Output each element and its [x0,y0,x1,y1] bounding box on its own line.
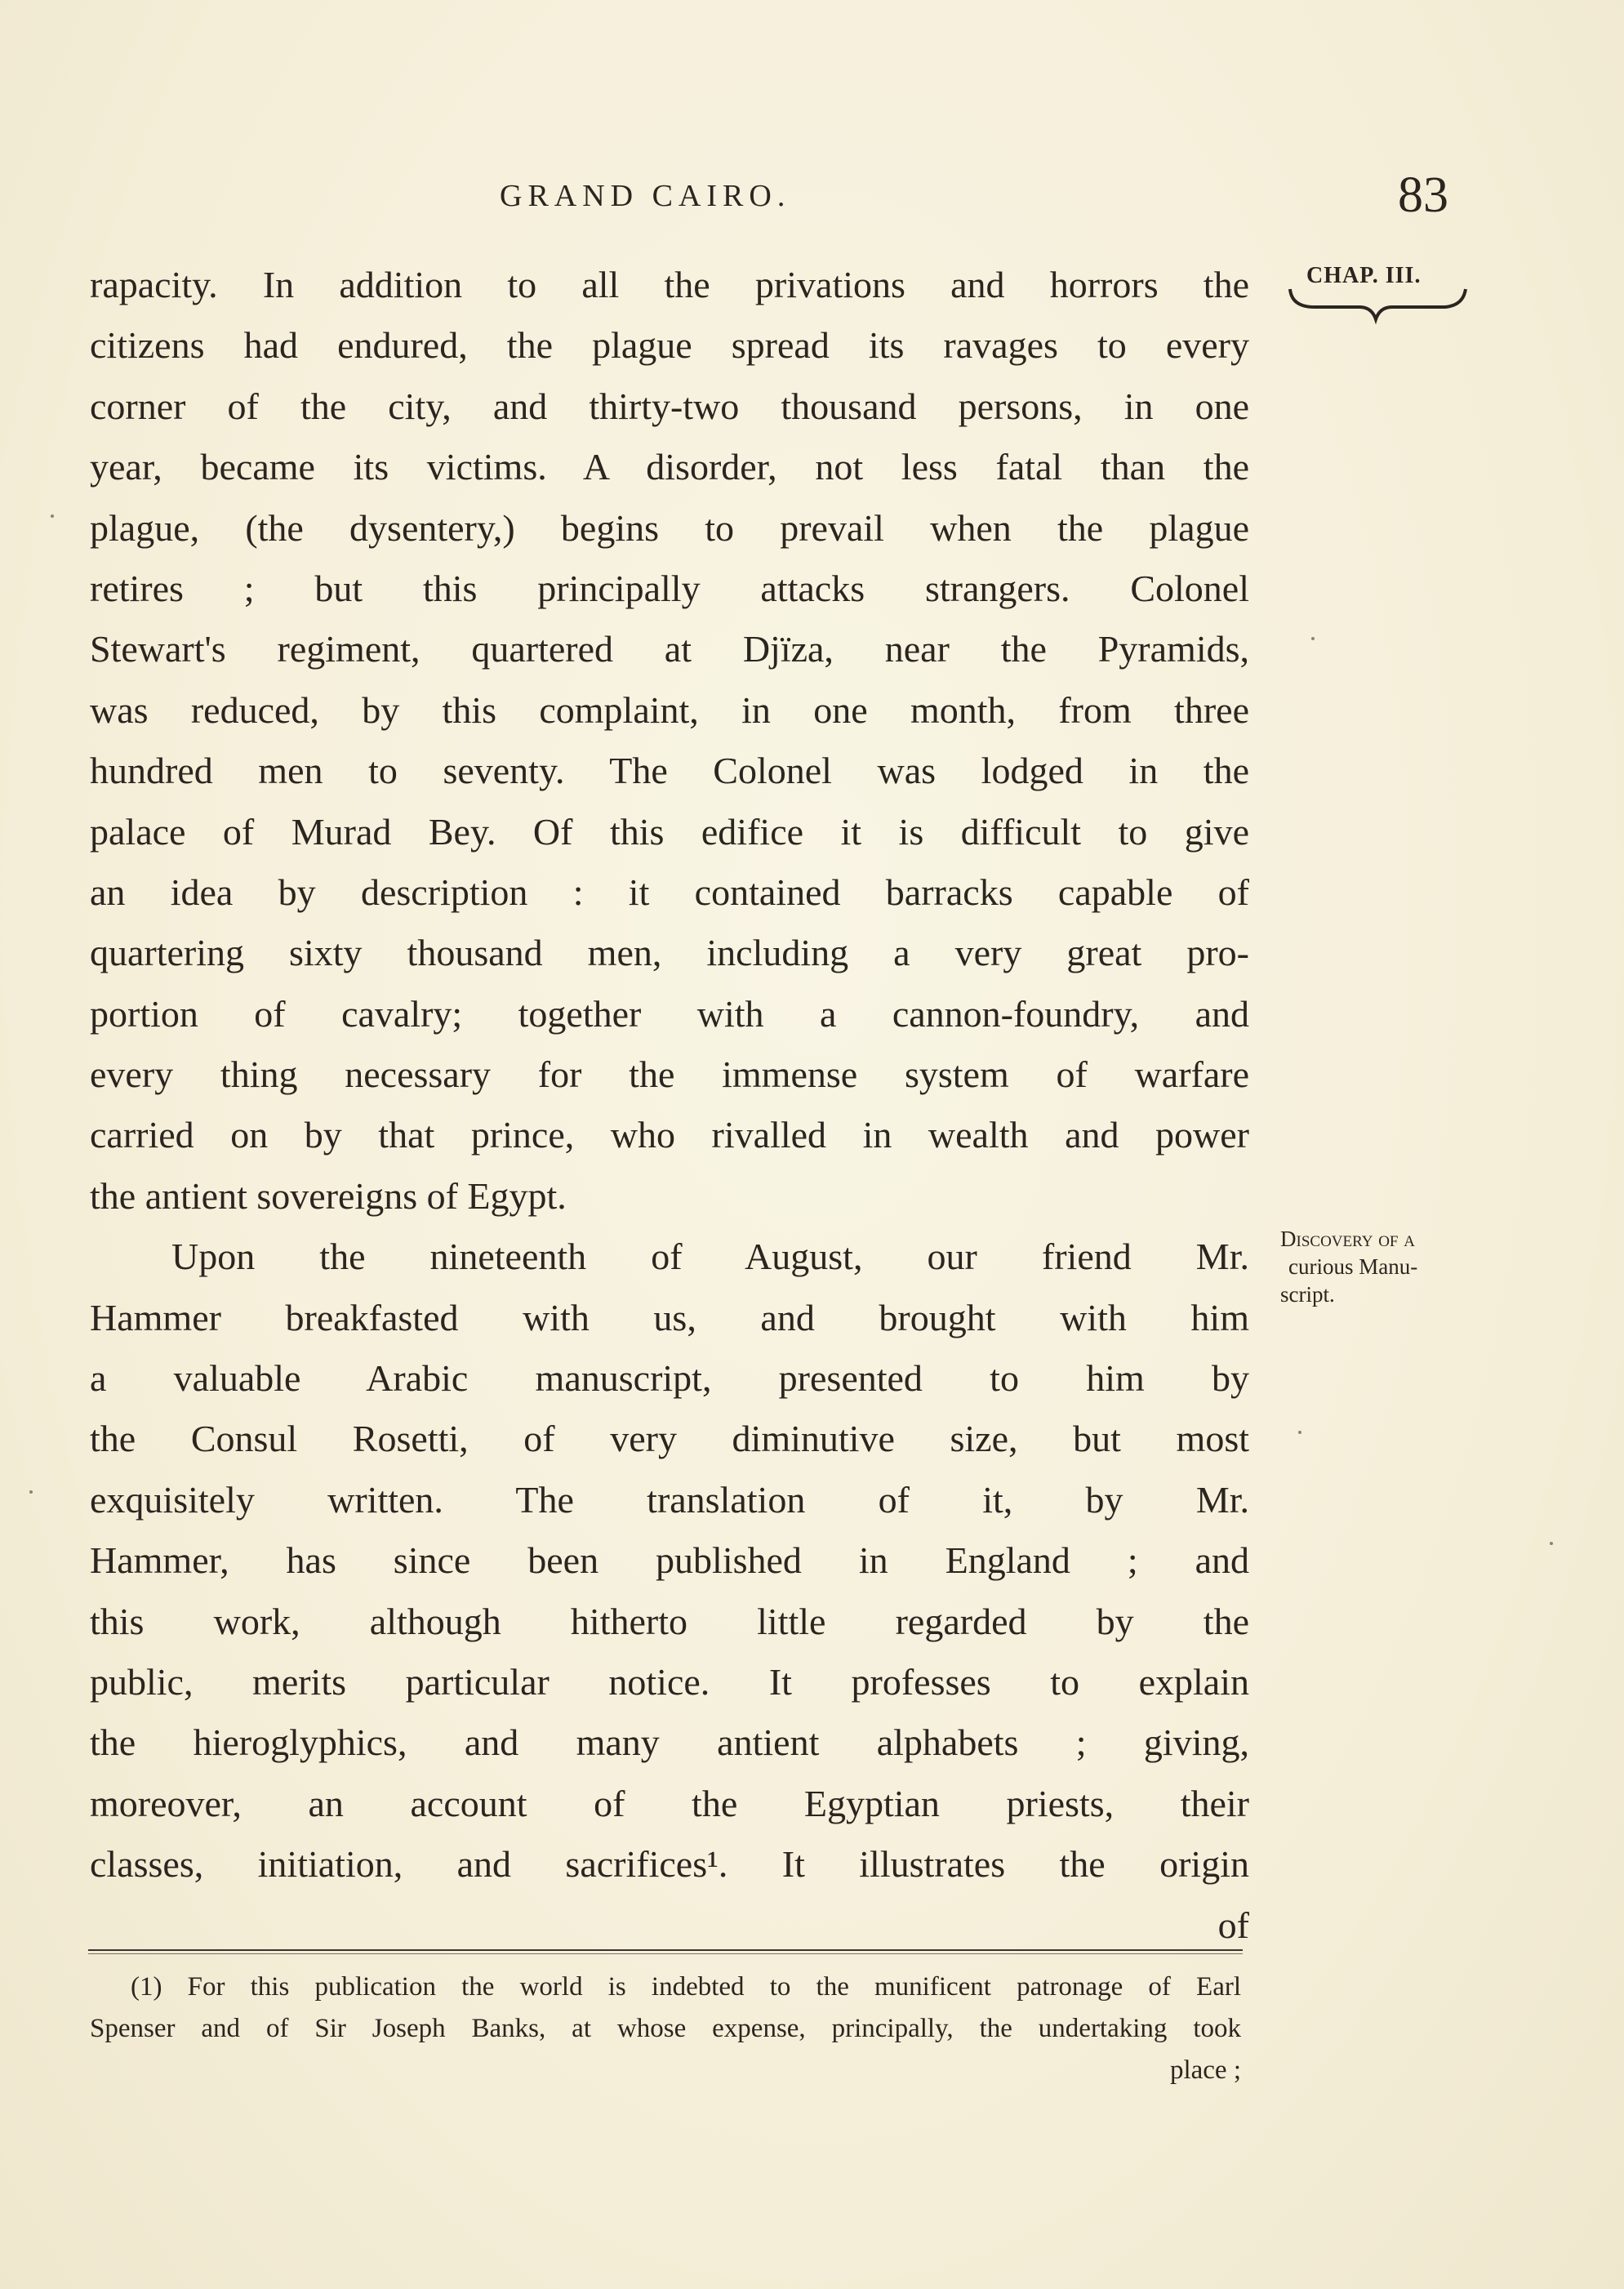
margin-note-line: curious Manu- [1288,1254,1418,1279]
main-text [90,255,1249,1956]
text-line: carried on by that prince, who rivalled in wealth and power [90,1114,1249,1156]
paper-speck [1298,1431,1301,1434]
paper-speck [1311,637,1315,640]
text-line: Hammer breakfasted with us, and brought with him [90,1296,1249,1338]
text-line: rapacity. In addition to all the privations and horrors the [90,264,1249,305]
text-line: quartering sixty thousand men, including a very great pro- [90,932,1249,974]
text-line: the antient sovereigns of Egypt. [90,1174,567,1217]
footnote-line: (1) For this publication the world is indebted to the munificent patronage of Earl [131,1972,1241,2002]
discovery-margin-note [1280,1225,1468,1308]
text-line: retires ; but this principally attacks strangers. Colonel [90,567,1249,609]
paper-speck [1550,1542,1553,1545]
footnote-line: Spenser and of Sir Joseph Banks, at whose expense, principally, the undertaking took [90,2014,1241,2043]
footnote [90,1966,1241,2091]
text-line: plague, (the dysentery,) begins to prevail when the plague [90,506,1249,549]
page-number: 83 [1398,167,1448,223]
text-line: this work, although hitherto little regarded by the [90,1600,1249,1642]
text-line: year, became its victims. A disorder, not less fatal than the [90,446,1249,488]
text-line: a valuable Arabic manuscript, presented to him by [90,1357,1249,1400]
footnote-rule-thin [88,1953,1243,1954]
running-title: GRAND CAIRO. [500,179,791,213]
text-line: corner of the city, and thirty-two thousand persons, in one [90,385,1249,427]
footnote-rule [88,1949,1243,1951]
paper-speck [51,514,54,518]
text-line: every thing necessary for the immense system of warfare [90,1053,1249,1096]
margin-note-line: script. [1280,1282,1335,1307]
text-line: Upon the nineteenth of August, our friend Mr. [171,1236,1249,1278]
text-line: Hammer, has since been published in England ; and [90,1539,1249,1582]
margin-note-line: Discovery of a [1280,1227,1415,1251]
text-line: classes, initiation, and sacrifices¹. It illustrates the origin [90,1843,1249,1886]
text-line: portion of cavalry; together with a cannon-foundry, and [90,992,1249,1035]
text-line: an idea by description : it contained barracks capable of [90,871,1249,913]
chapter-brace-ornament [1282,283,1470,332]
text-line: public, merits particular notice. It professes to explain [90,1660,1249,1703]
text-line: the hieroglyphics, and many antient alphabets ; giving, [90,1721,1249,1764]
text-line: the Consul Rosetti, of very diminutive size, but most [90,1418,1249,1460]
footnote-line: place ; [1169,2055,1241,2085]
text-line: palace of Murad Bey. Of this edifice it is difficult to give [90,810,1249,853]
paper-speck [29,1490,33,1494]
text-line: was reduced, by this complaint, in one month, from three [90,688,1249,731]
text-line: moreover, an account of the Egyptian priests, their [90,1782,1249,1824]
text-line: exquisitely written. The translation of it, by Mr. [90,1478,1249,1521]
chapter-margin-note: CHAP. III. [1306,263,1422,288]
text-line: citizens had endured, the plague spread its ravages to every [90,324,1249,367]
catchword: of [1217,1904,1249,1946]
text-line: hundred men to seventy. The Colonel was lodged in the [90,750,1249,792]
text-line: Stewart's regiment, quartered at Djïza, near the Pyramids, [90,628,1249,670]
